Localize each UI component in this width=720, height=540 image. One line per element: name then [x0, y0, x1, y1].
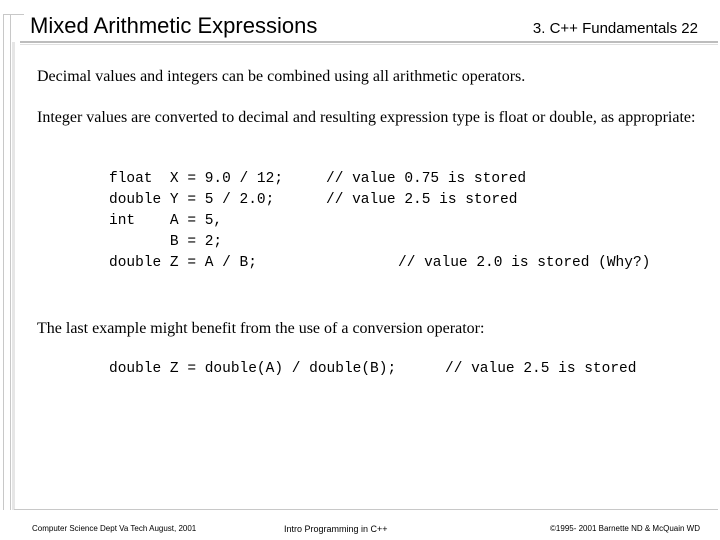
frame-left-shade	[12, 42, 15, 510]
code-comment: // value 0.75 is stored	[326, 171, 527, 187]
code-comment: // value 2.0 is stored (Why?)	[398, 255, 651, 271]
conversion-code-line: double Z = double(A) / double(B);	[109, 361, 397, 377]
code-comment: // value 2.5 is stored	[326, 192, 518, 208]
title-divider-shadow	[20, 44, 718, 45]
conversion-operator-paragraph: The last example might benefit from the use of a conversion operator:	[37, 320, 485, 337]
section-label: 3. C++ Fundamentals 22	[532, 20, 698, 37]
conversion-code-comment: // value 2.5 is stored	[445, 361, 637, 377]
code-line: double Z = A / B;	[109, 255, 257, 271]
frame-left-border	[3, 14, 11, 510]
footer-department: Computer Science Dept Va Tech August, 2001	[32, 524, 197, 533]
footer-divider	[14, 509, 718, 510]
code-line: double Y = 5 / 2.0;	[109, 192, 275, 208]
code-line: int A = 5,	[109, 213, 223, 229]
footer-copyright: ©1995- 2001 Barnette ND & McQuain WD	[550, 524, 700, 533]
intro-paragraph: Decimal values and integers can be combined using all arithmetic operators.	[37, 68, 526, 85]
code-line: float X = 9.0 / 12;	[109, 171, 284, 187]
conversion-paragraph: Integer values are converted to decimal and resulting expression type is float or double, as appropriate:	[37, 109, 696, 126]
footer-course: Intro Programming in C++	[284, 524, 388, 534]
slide-title: Mixed Arithmetic Expressions	[30, 13, 318, 38]
title-divider	[20, 41, 718, 43]
code-line: B = 2;	[109, 234, 223, 250]
